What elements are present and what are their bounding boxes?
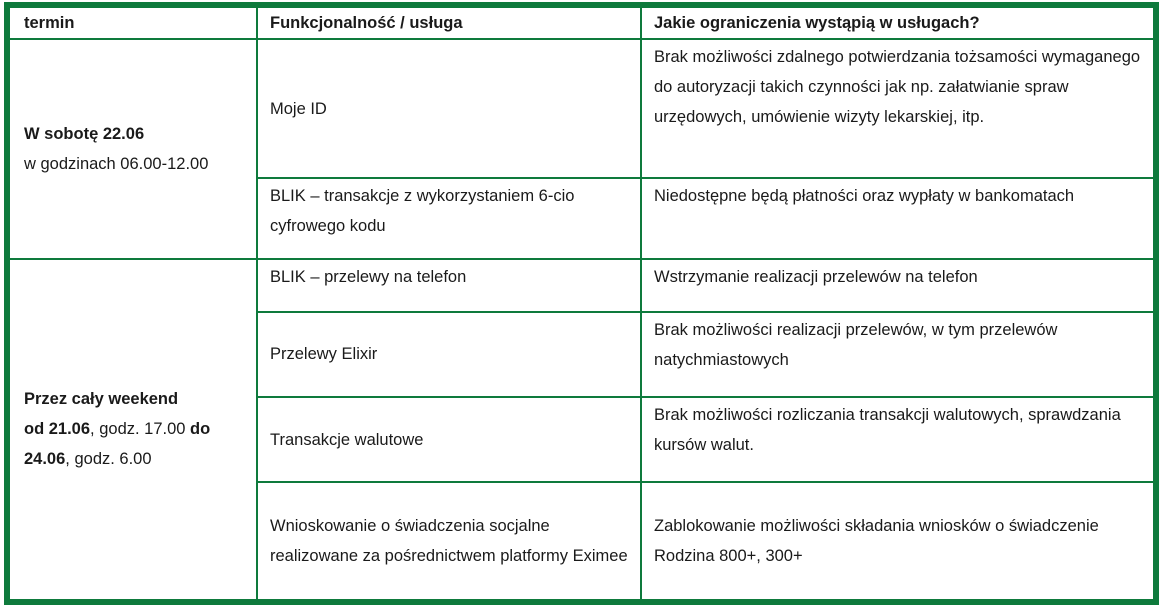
- header-service: Funkcjonalność / usługa: [257, 7, 641, 39]
- outage-table-frame: [4, 2, 1159, 605]
- term-cell-weekend: [9, 259, 257, 600]
- header-termin: termin: [9, 7, 257, 39]
- term-weekend-to: [24, 444, 244, 474]
- term-from-hour: , godz. 17.00: [90, 420, 191, 439]
- term-from-date: od 21.06: [24, 420, 91, 439]
- term-weekend-from: [24, 414, 244, 444]
- service-cell: Transakcje walutowe: [257, 397, 641, 482]
- term-to-hour: , godz. 6.00: [65, 450, 152, 469]
- outage-table: [8, 6, 1155, 601]
- service-cell: Wnioskowanie o świadczenia socjalne realizowane za pośrednictwem platformy Eximee: [257, 482, 641, 600]
- term-weekend-title: Przez cały weekend: [24, 390, 179, 409]
- limitation-cell: Niedostępne będą płatności oraz wypłaty w bankomatach: [641, 178, 1154, 259]
- limitation-cell: Brak możliwości realizacji przelewów, w tym przelewów natychmiastowych: [641, 312, 1154, 397]
- term-to-word: do: [190, 420, 211, 439]
- header-row: [9, 7, 1154, 39]
- service-cell: Moje ID: [257, 39, 641, 177]
- term-saturday-hours: w godzinach 06.00-12.00: [24, 155, 209, 174]
- service-cell: BLIK – przelewy na telefon: [257, 259, 641, 312]
- limitation-cell: Brak możliwości rozliczania transakcji walutowych, sprawdzania kursów walut.: [641, 397, 1154, 482]
- term-cell-saturday: [9, 39, 257, 258]
- table-row: [9, 259, 1154, 312]
- limitation-cell: Brak możliwości zdalnego potwierdzania tożsamości wymaganego do autoryzacji takich czynności jak np. załatwianie spraw urzędowych, umówienie wizyty lekarskiej, itp.: [641, 39, 1154, 177]
- table-row: [9, 39, 1154, 177]
- term-saturday-title: W sobotę 22.06: [24, 125, 145, 144]
- limitation-cell: Wstrzymanie realizacji przelewów na telefon: [641, 259, 1154, 312]
- service-cell: BLIK – transakcje z wykorzystaniem 6-cio cyfrowego kodu: [257, 178, 641, 259]
- limitation-cell: Zablokowanie możliwości składania wniosków o świadczenie Rodzina 800+, 300+: [641, 482, 1154, 600]
- term-to-date: 24.06: [24, 450, 66, 469]
- service-cell: Przelewy Elixir: [257, 312, 641, 397]
- header-limitations: Jakie ograniczenia wystąpią w usługach?: [641, 7, 1154, 39]
